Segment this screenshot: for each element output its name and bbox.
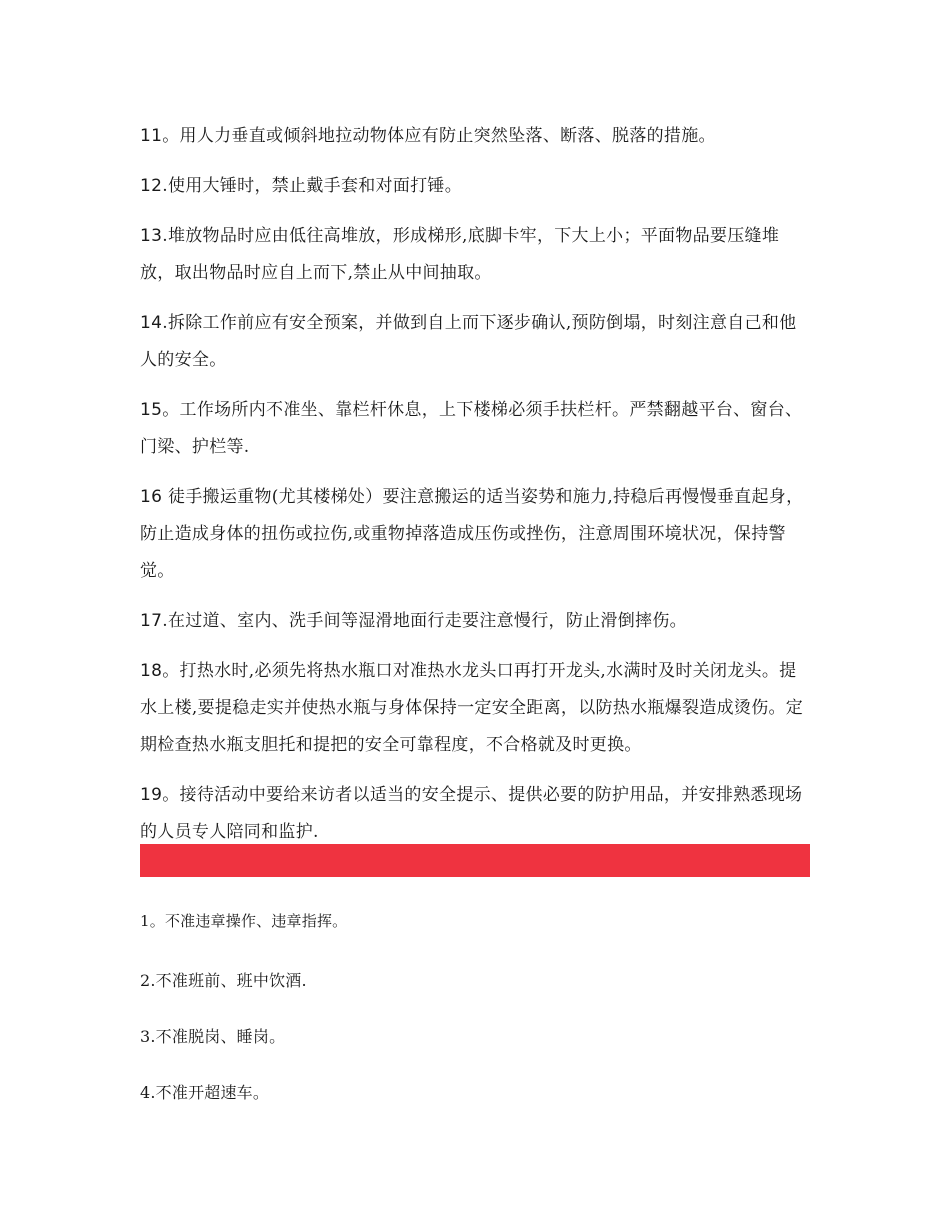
paragraph-text: 。打热水时,必须先将热水瓶口对准热水龙头口再打开龙头,水满时及时关闭龙头。提水上楼,要提稳走实并使热水瓶与身体保持一定安全距离，以防热水瓶爆裂造成烫伤。定期检查热水瓶支胆托和提把的安全可靠程度，不合格就及时更换。: [140, 661, 804, 755]
paragraph-number: 17: [140, 611, 163, 631]
paragraph-text: 。工作场所内不准坐、靠栏杆休息，上下楼梯必须手扶栏杆。严禁翻越平台、窗台、门梁、护栏等.: [140, 400, 803, 457]
paragraph-13: [140, 218, 812, 292]
paragraph-number: 18: [140, 661, 163, 681]
paragraph-number: 19: [140, 785, 163, 805]
paragraph-12: [140, 168, 812, 205]
prohibition-rules: [140, 903, 812, 1130]
paragraph-number: 13: [140, 226, 163, 246]
paragraph-18: [140, 653, 812, 764]
paragraph-number: 12: [140, 176, 163, 196]
paragraph-11: [140, 118, 812, 155]
safety-paragraphs: [140, 118, 812, 864]
paragraph-text: 。用人力垂直或倾斜地拉动物体应有防止突然坠落、断落、脱落的措施。: [162, 126, 716, 146]
rule-item: 2.不准班前、班中饮酒.: [140, 971, 307, 990]
paragraph-text: 。接待活动中要给来访者以适当的安全提示、提供必要的防护用品，并安排熟悉现场的人员专人陪同和监护.: [140, 785, 803, 842]
paragraph-16: [140, 479, 812, 590]
paragraph-text: .使用大锤时，禁止戴手套和对面打锤。: [162, 176, 463, 196]
rule-item: 1。不准违章操作、违章指挥。: [140, 912, 348, 930]
rule-item: 4.不准开超速车。: [140, 1083, 270, 1102]
paragraph-14: [140, 305, 812, 379]
paragraph-number: 15: [140, 400, 163, 420]
paragraph-text: .拆除工作前应有安全预案，并做到自上而下逐步确认,预防倒塌，时刻注意自己和他人的安全。: [140, 313, 797, 370]
section-divider-bar: [140, 844, 810, 877]
paragraph-text: .在过道、室内、洗手间等湿滑地面行走要注意慢行，防止滑倒摔伤。: [162, 611, 687, 631]
paragraph-15: [140, 392, 812, 466]
paragraph-17: [140, 603, 812, 640]
paragraph-number: 11: [140, 126, 163, 146]
rule-item: 3.不准脱岗、睡岗。: [140, 1027, 286, 1046]
paragraph-number: 16: [140, 487, 163, 507]
paragraph-text: 徒手搬运重物(尤其楼梯处）要注意搬运的适当姿势和施力,持稳后再慢慢垂直起身，防止造成身体的扭伤或拉伤,或重物掉落造成压伤或挫伤，注意周围环境状况，保持警觉。: [140, 487, 804, 581]
paragraph-number: 14: [140, 313, 163, 333]
paragraph-19: [140, 777, 812, 851]
paragraph-text: .堆放物品时应由低往高堆放，形成梯形,底脚卡牢，下大上小；平面物品要压缝堆放，取出物品时应自上而下,禁止从中间抽取。: [140, 226, 780, 283]
